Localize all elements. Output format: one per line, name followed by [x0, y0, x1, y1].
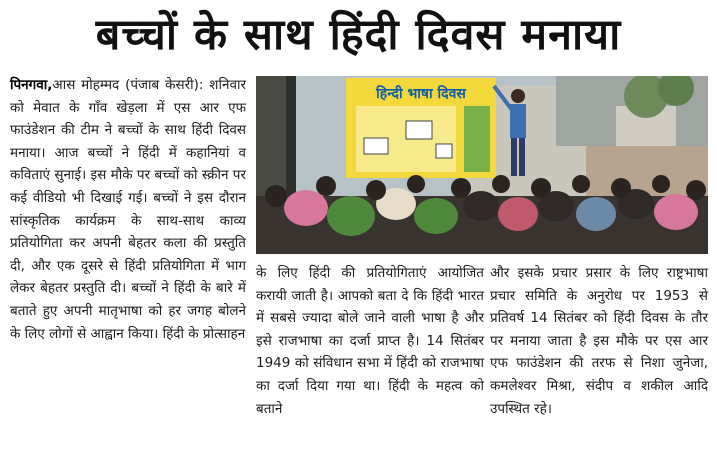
headline: बच्चों के साथ हिंदी दिवस मनाया: [95, 10, 622, 60]
banner-text: हिन्दी भाषा दिवस: [376, 86, 466, 102]
article-paragraph: [10, 74, 246, 345]
article-column-3: [490, 262, 708, 420]
event-photo: [256, 76, 708, 254]
hindi-diwas-banner: [346, 78, 496, 178]
article-text: आस मोहम्मद (पंजाब केसरी): शनिवार को मेवात के गाँव खेड़ला में एस आर एफ फाउंडेशन की टीम ने बच्चों के साथ हिंदी दिवस मनाया। आज बच्चों ने हिंदी में कहानियां व कविताएं सुनाई। इस मौके पर बच्चों को स्क्रीन पर कई वीडियो भी दिखाई गई। बच्चों ने इस दौरान सांस्कृतिक कार्यक्रम के साथ-साथ काव्य प्रतियोगिता कर अपनी बेहतर कला की प्रस्तुति दी, और एक दूसरे से हिंदी प्रतियोगिता में भाग लेकर बेहतर प्रस्तुति दी। बच्चों ने हिंदी के बारे में बताते हुए अपनी मातृभाषा को हर जगह बोलने के लिए लोगों से आह्वान किया। हिंदी के प्रोत्साहन: [10, 77, 246, 342]
dateline: पिनगवा,: [10, 77, 53, 93]
article-paragraph: के लिए हिंदी की प्रतियोगिताएं आयोजित करायी जाती है। आपको बता दे कि हिंदी भारत में सबसे ज्यादा बोले जाने वाली भाषा है और इसे राजभाषा का दर्जा प्राप्त है। 14 सितंबर 1949 को संविधान सभा में हिंदी को राजभाषा का दर्जा दिया गया था। हिंदी के महत्व को बताने: [256, 265, 484, 417]
article-column-2: [256, 262, 484, 420]
article-column-1: [10, 74, 246, 345]
article-paragraph: और इसके प्रचार प्रसार के लिए राष्ट्रभाषा प्रचार समिति के अनुरोध पर 1953 से प्रतिवर्ष 14 सितंबर को हिंदी दिवस के तौर पर मनाया जाता है इस मौके पर एस आर एफ फाउंडेशन की तरफ से निशा जुनेजा, कमलेश्वर मिश्रा, संदीप व शकील आदि उपस्थित रहे।: [490, 265, 708, 417]
